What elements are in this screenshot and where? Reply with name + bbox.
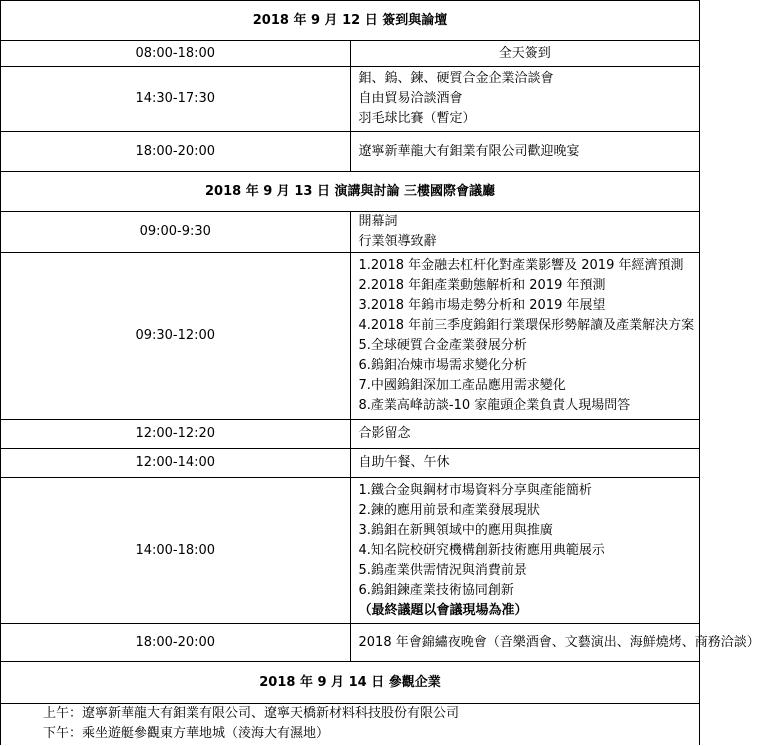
agenda-item: 1.鐵合金與鋼材市場資料分享與產能簡析: [358, 482, 592, 498]
activity-cell: [350, 41, 700, 67]
agenda-item: 4.知名院校研究機構創新技術應用典範展示: [358, 542, 605, 558]
activity-line: 鉬、鎢、鍊、硬質合金企業洽談會: [358, 71, 554, 86]
schedule-row: [1, 478, 700, 624]
afternoon-visit: 下午：乘坐遊艇參觀東方華地城（淩海大有濕地）: [43, 726, 330, 742]
time-cell: 08:00-18:00: [1, 41, 351, 67]
agenda-item: 2.鍊的應用前景和產業發展現狀: [358, 502, 540, 518]
agenda-item: 8.產業高峰訪談-10 家龍頭企業負責人現場問答: [358, 398, 631, 413]
day-header-row: [1, 172, 700, 212]
time-cell: 09:30-12:00: [1, 253, 351, 420]
morning-visit: 上午：遼寧新華龍大有鉬業有限公司、遼寧天橋新材料科技股份有限公司: [43, 706, 460, 722]
time-cell: 18:00-20:00: [1, 132, 351, 172]
activity-line: 2018 年會錦繡夜晚會（音樂酒會、文藝演出、海鮮燒烤、商務洽談）: [358, 634, 760, 650]
activity-line: 自由貿易洽談酒會: [358, 91, 463, 106]
activity-line: 羽毛球比賽（暫定）: [358, 111, 476, 126]
time-cell: 18:00-20:00: [1, 624, 351, 662]
activity-cell: [350, 132, 700, 172]
day-header-row: [1, 662, 700, 704]
agenda-item: 2.2018 年鉬產業動態解析和 2019 年預測: [358, 278, 606, 293]
schedule-row: [1, 449, 700, 478]
agenda-item: 4.2018 年前三季度鎢鉬行業環保形勢解讀及產業解決方案: [358, 318, 695, 333]
agenda-item: 3.鎢鉬在新興領域中的應用與推廣: [358, 522, 553, 538]
activity-cell: [350, 253, 700, 420]
agenda-item: 5.鎢產業供需情況與消費前景: [358, 562, 527, 578]
activity-cell: [350, 420, 700, 449]
agenda-item: 3.2018 年鎢市場走勢分析和 2019 年展望: [358, 298, 606, 313]
activity-cell: [350, 67, 700, 132]
activity-cell: [350, 212, 700, 253]
time-cell: 12:00-12:20: [1, 420, 351, 449]
activity-line: 開幕詞: [358, 214, 398, 229]
day-header-sep12: 2018 年 9 月 12 日 簽到與論壇: [1, 1, 700, 41]
activity-cell: [350, 478, 700, 624]
activity-cell: [350, 624, 760, 662]
agenda-item: 6.鎢鉬冶煉市場需求變化分析: [358, 358, 527, 373]
agenda-item: 7.中國鎢鉬深加工產品應用需求變化: [358, 378, 566, 393]
agenda-item: 5.全球硬質合金產業發展分析: [358, 338, 527, 353]
agenda-item: 1.2018 年金融去杠杆化對產業影響及 2019 年經濟預測: [358, 258, 684, 273]
schedule-row: [1, 253, 700, 420]
activity-line: 合影留念: [358, 426, 411, 441]
schedule-row: [1, 41, 700, 67]
schedule-row: [1, 132, 700, 172]
activity-line: 自助午餐、午休: [358, 455, 450, 470]
day-header-row: [1, 1, 700, 41]
time-cell: 09:00-9:30: [1, 212, 351, 253]
time-cell: 12:00-14:00: [1, 449, 351, 478]
agenda-note: （最終議題以會議現場為准）: [358, 602, 528, 618]
day-header-sep13: 2018 年 9 月 13 日 演講與討論 三樓國際會議廳: [1, 172, 700, 212]
schedule-row: [1, 624, 700, 662]
time-cell: 14:30-17:30: [1, 67, 351, 132]
schedule-row: [1, 420, 700, 449]
activity-line: 遼寧新華龍大有鉬業有限公司歡迎晚宴: [358, 143, 580, 159]
visit-row: [1, 704, 700, 745]
schedule-row: [1, 212, 700, 253]
activity-line: 行業領導致辭: [358, 234, 437, 249]
activity-cell: [350, 449, 700, 478]
visit-cell: [1, 704, 700, 745]
time-cell: 14:00-18:00: [1, 478, 351, 624]
agenda-item: 6.鎢鉬鍊產業技術協同創新: [358, 582, 514, 598]
day-header-sep14: 2018 年 9 月 14 日 參觀企業: [1, 662, 700, 704]
schedule-row: [1, 67, 700, 132]
activity-line: 全天簽到: [498, 45, 551, 61]
